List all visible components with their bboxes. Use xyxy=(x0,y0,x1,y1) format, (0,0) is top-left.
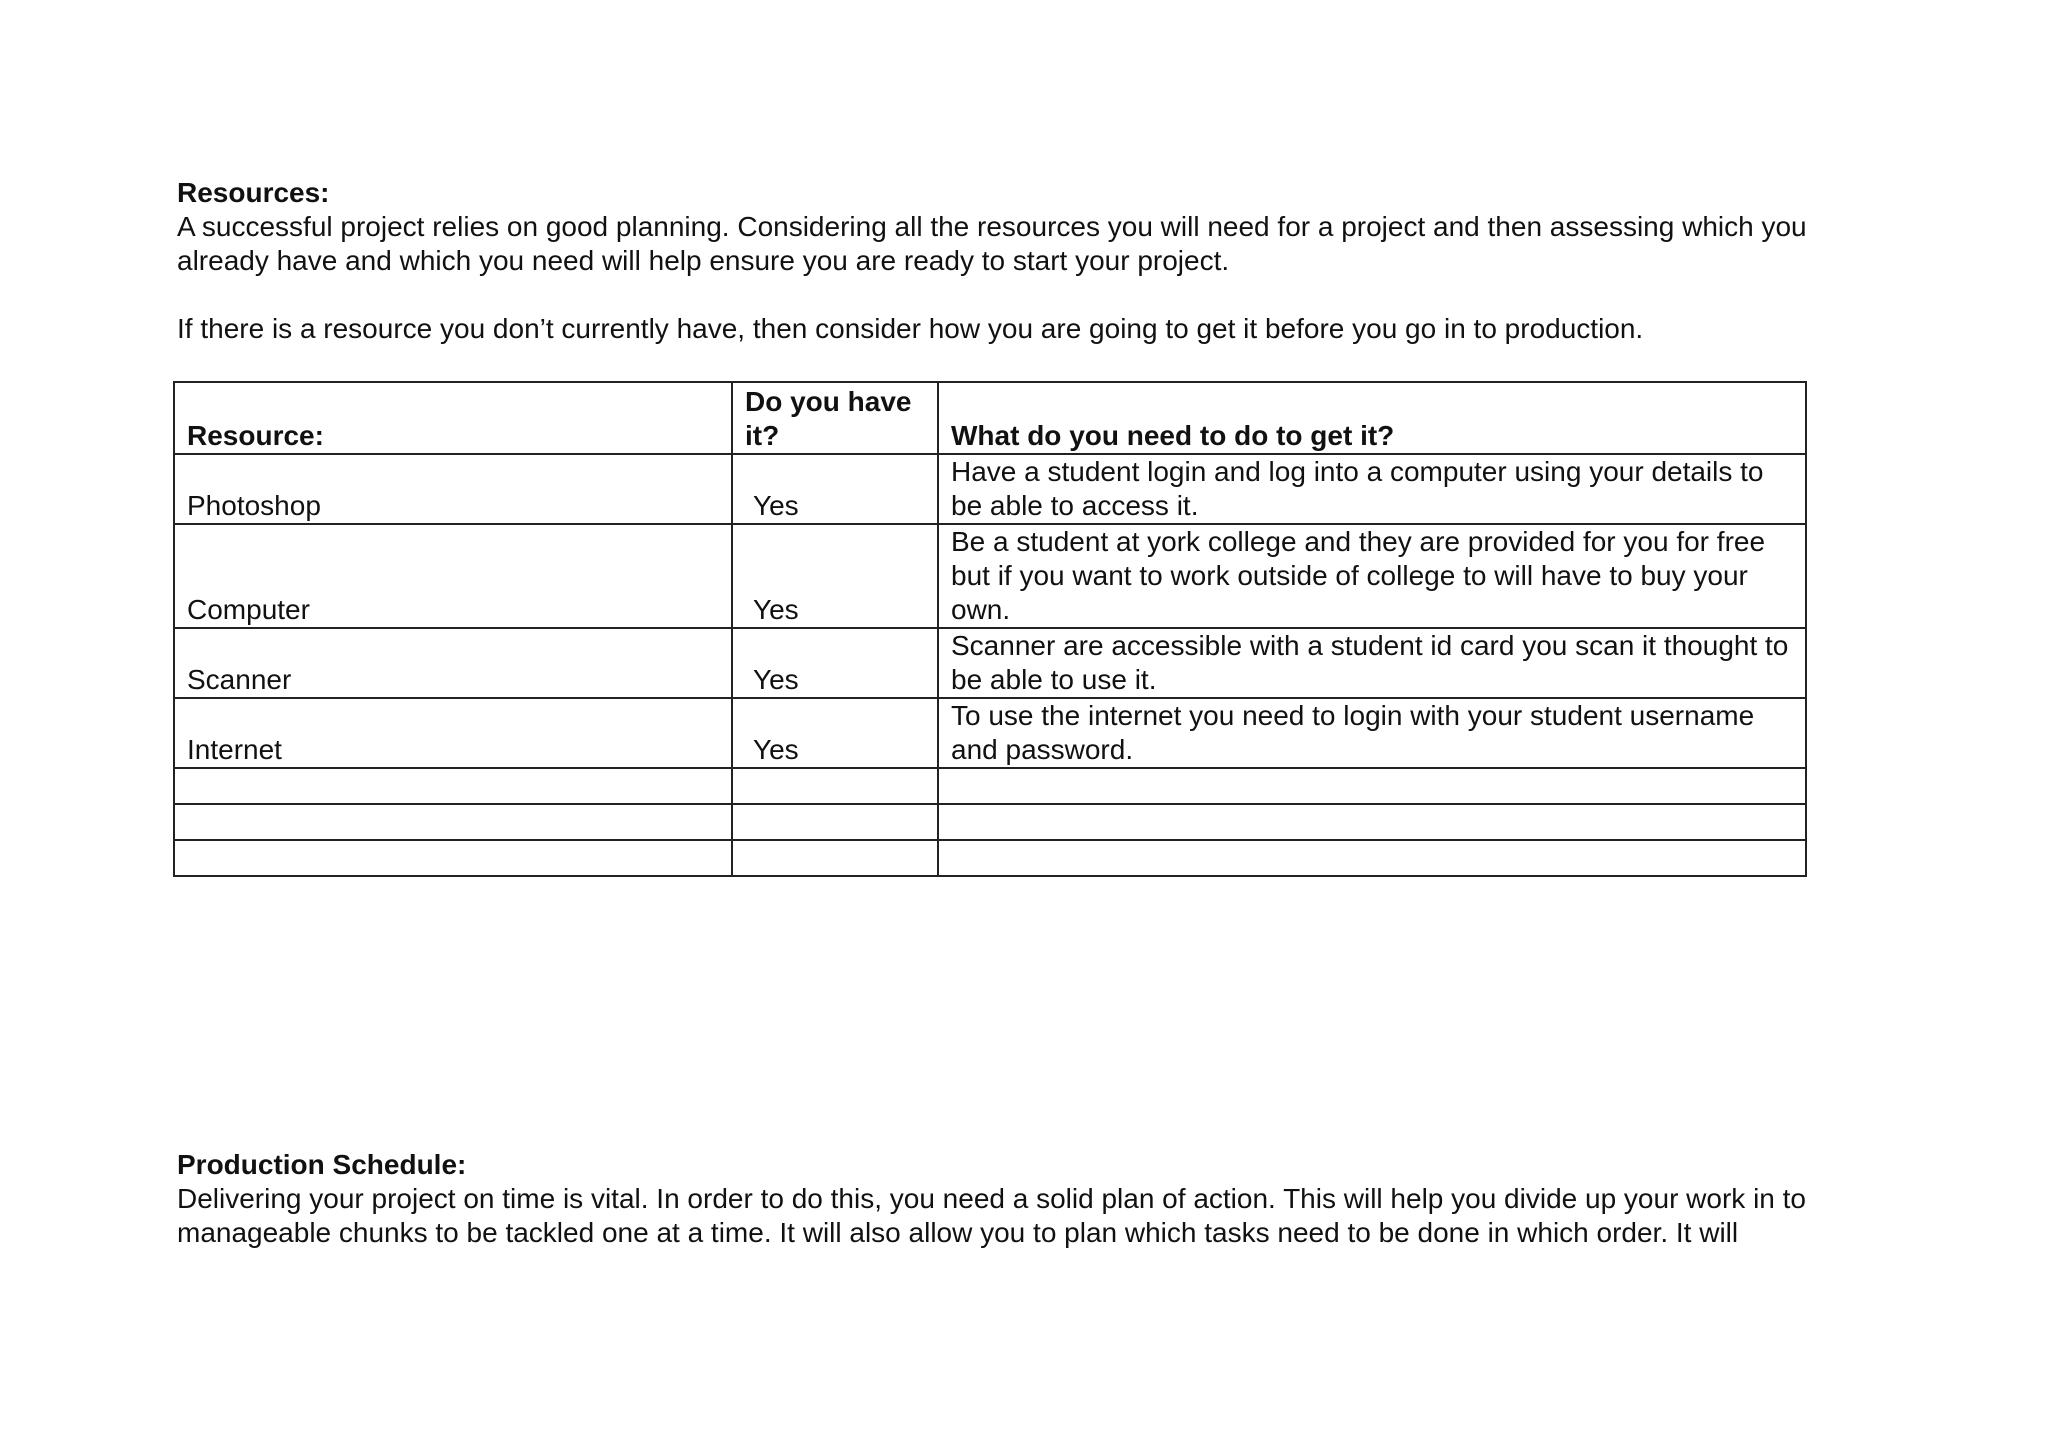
schedule-text: Delivering your project on time is vital. In order to do this, you need a solid plan of action. This will help you divide up your work in to manageable chunks to be tackled one at a time. It will also allow you to plan which tasks need to be done in which order. It will xyxy=(177,1183,1806,1248)
cell-empty xyxy=(732,840,938,876)
cell-how: To use the internet you need to login with your student username and password. xyxy=(938,698,1806,768)
table-row-empty xyxy=(174,804,1806,840)
resources-note: If there is a resource you don’t currently have, then consider how you are going to get it before you go in to production. xyxy=(177,313,1644,344)
cell-resource: Internet xyxy=(174,698,732,768)
cell-empty xyxy=(732,804,938,840)
cell-empty xyxy=(938,804,1806,840)
resources-section xyxy=(177,176,1877,346)
cell-how: Scanner are accessible with a student id card you scan it thought to be able to use it. xyxy=(938,628,1806,698)
header-how: What do you need to do to get it? xyxy=(938,382,1806,454)
table-row xyxy=(174,454,1806,524)
table-header-row xyxy=(174,382,1806,454)
schedule-heading: Production Schedule: xyxy=(177,1149,467,1180)
cell-resource: Scanner xyxy=(174,628,732,698)
resources-heading: Resources: xyxy=(177,177,330,208)
header-have: Do you have it? xyxy=(732,382,938,454)
table-row-empty xyxy=(174,840,1806,876)
cell-empty xyxy=(174,840,732,876)
cell-how: Be a student at york college and they are provided for you for free but if you want to work outside of college to will have to buy your own. xyxy=(938,524,1806,628)
cell-have: Yes xyxy=(732,454,938,524)
resource-table xyxy=(173,381,1807,877)
cell-empty xyxy=(732,768,938,804)
schedule-section xyxy=(177,1148,1877,1250)
cell-empty xyxy=(938,840,1806,876)
cell-empty xyxy=(174,804,732,840)
resources-intro: A successful project relies on good planning. Considering all the resources you will need for a project and then assessing which you already have and which you need will help ensure you are ready to start your project. xyxy=(177,211,1807,276)
table-row xyxy=(174,628,1806,698)
table-row xyxy=(174,524,1806,628)
cell-how: Have a student login and log into a computer using your details to be able to access it. xyxy=(938,454,1806,524)
cell-resource: Computer xyxy=(174,524,732,628)
table-row-empty xyxy=(174,768,1806,804)
cell-have: Yes xyxy=(732,628,938,698)
cell-have: Yes xyxy=(732,698,938,768)
cell-have: Yes xyxy=(732,524,938,628)
table-row xyxy=(174,698,1806,768)
cell-empty xyxy=(938,768,1806,804)
header-resource: Resource: xyxy=(174,382,732,454)
cell-empty xyxy=(174,768,732,804)
cell-resource: Photoshop xyxy=(174,454,732,524)
